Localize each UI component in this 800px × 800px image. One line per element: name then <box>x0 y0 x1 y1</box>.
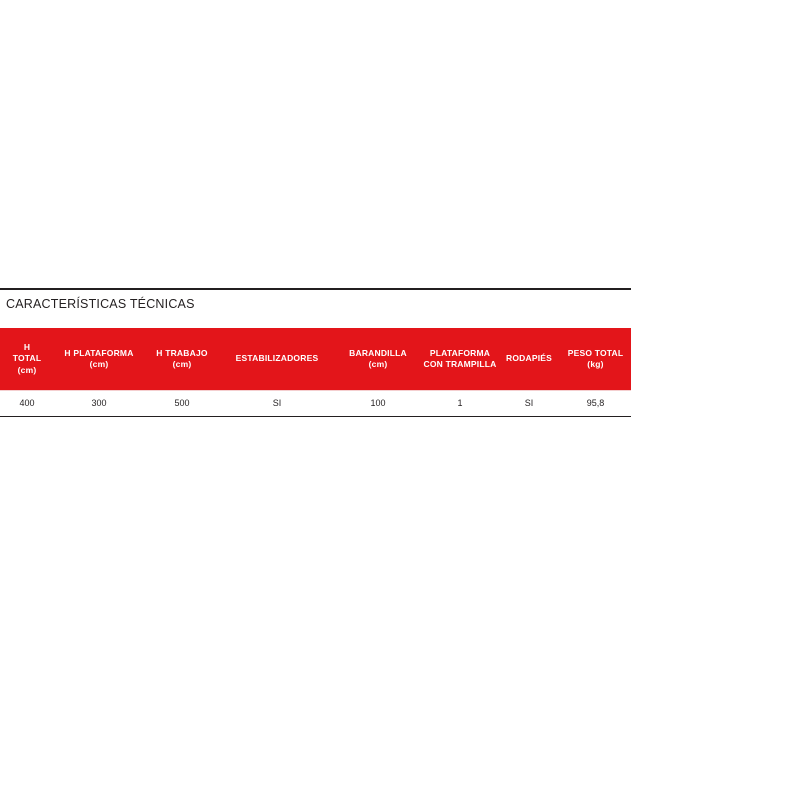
column-header-estabilizadores <box>220 328 334 390</box>
column-header-barandilla-line1: BARANDILLA <box>349 347 407 358</box>
column-header-plataforma-trampilla-line1: PLATAFORMA <box>429 347 491 358</box>
column-header-barandilla-unit: (cm) <box>368 359 388 369</box>
cell-h-total: 400 <box>0 390 54 417</box>
cell-barandilla: 100 <box>334 390 422 417</box>
table-row <box>0 390 631 417</box>
column-header-plataforma-trampilla <box>422 328 498 390</box>
cell-h-plataforma: 300 <box>54 390 144 417</box>
column-header-h-trabajo-unit: (cm) <box>172 359 192 369</box>
cell-estabilizadores: SI <box>220 390 334 417</box>
page-title: CARACTERÍSTICAS TÉCNICAS <box>6 297 195 311</box>
table-header-row <box>0 328 631 390</box>
column-header-h-trabajo-line1: H TRABAJO <box>156 347 208 358</box>
cell-rodapies: SI <box>498 390 560 417</box>
column-header-h-total-line2: TOTAL <box>12 353 42 364</box>
column-header-peso-total-unit: (kg) <box>587 359 604 369</box>
column-header-peso-total-line1: PESO TOTAL <box>567 347 624 358</box>
column-header-peso-total <box>560 328 631 390</box>
column-header-h-plataforma <box>54 328 144 390</box>
column-header-estabilizadores-line1: ESTABILIZADORES <box>235 353 319 364</box>
column-header-h-plataforma-unit: (cm) <box>89 359 109 369</box>
column-header-h-total <box>0 328 54 390</box>
column-header-rodapies <box>498 328 560 390</box>
column-header-rodapies-line1: RODAPIÉS <box>506 353 552 364</box>
cell-peso-total: 95,8 <box>560 390 631 417</box>
cell-plataforma-trampilla: 1 <box>422 390 498 417</box>
column-header-h-plataforma-line1: H PLATAFORMA <box>64 347 134 358</box>
cell-h-trabajo: 500 <box>144 390 220 417</box>
column-header-barandilla <box>334 328 422 390</box>
column-header-plataforma-trampilla-line2: CON TRAMPILLA <box>423 359 497 369</box>
column-header-h-trabajo <box>144 328 220 390</box>
technical-specs-block <box>0 288 631 417</box>
column-header-h-total-line1: H <box>23 341 31 352</box>
column-header-h-total-unit: (cm) <box>17 364 37 375</box>
technical-specs-table <box>0 328 631 417</box>
